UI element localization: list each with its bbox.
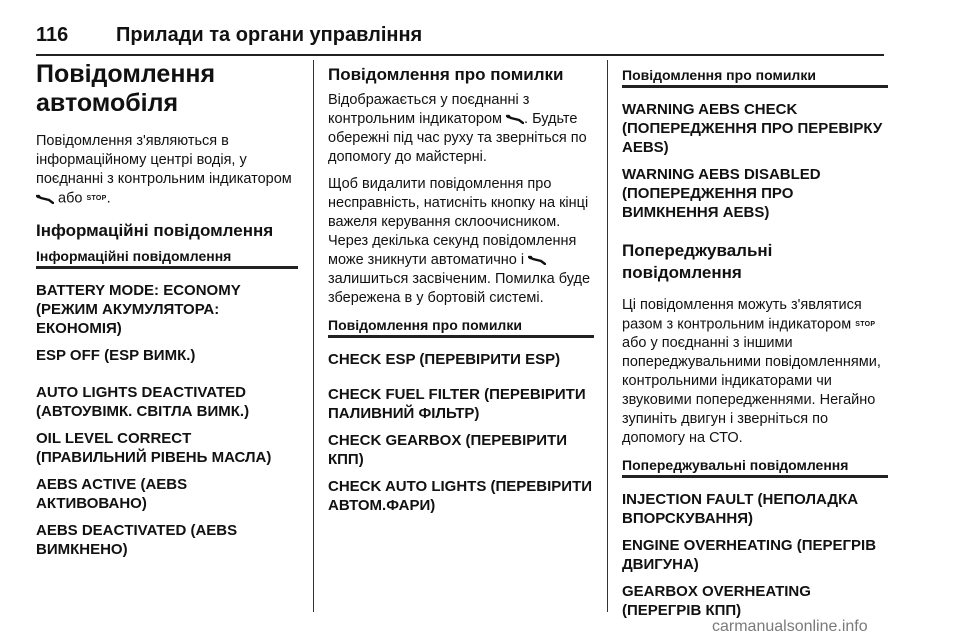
list-item: CHECK FUEL FILTER (ПЕРЕВІРИТИ ПАЛИВНИЙ ФІЛЬТР) (328, 386, 586, 422)
section-heading: Повідомлення автомобіля (36, 60, 216, 117)
list-item: ESP OFF (ESP ВИМК.) (36, 347, 196, 365)
column-3 (622, 60, 888, 628)
running-title: Прилади та органи управління (116, 24, 423, 46)
list-item: AEBS ACTIVE (AEBS АКТИВОВАНО) (36, 476, 188, 513)
intro-or-text: або (58, 190, 83, 207)
paragraph (328, 175, 594, 308)
paragraph-text: або у поєднанні з іншими попереджувальними повідомленнями, контрольними індикаторами чи звуковими попередженнями. Негайно зупиніть двигун і зверніться по допомогу на СТО. (622, 335, 881, 447)
watermark: carmanualsonline.info (712, 618, 868, 635)
wrench-icon (528, 255, 546, 265)
list-item: INJECTION FAULT (НЕПОЛАДКА ВПОРСКУВАННЯ) (622, 491, 859, 528)
wrench-icon (506, 114, 524, 124)
list-item: CHECK AUTO LIGHTS (ПЕРЕВІРИТИ АВТОМ.ФАРИ) (328, 478, 593, 514)
intro-text: Повідомлення з'являються в інформаційному центрі водія, у поєднанні з контрольним індикатором (36, 133, 292, 187)
paragraph-text: . Будьте обережні під час руху та зверніться по допомогу до майстерні. (328, 111, 587, 165)
section-heading: Повідомлення про помилки (328, 65, 564, 84)
list-item: CHECK GEARBOX (ПЕРЕВІРИТИ КПП) (328, 432, 568, 468)
table-header: Повідомлення про помилки (622, 66, 888, 88)
wrench-icon (36, 194, 54, 204)
table-header: Інформаційні повідомлення (36, 247, 298, 269)
table-header: Попереджувальні повідомлення (622, 456, 888, 478)
stop-icon: STOP (855, 321, 876, 328)
section-heading: Попереджувальні повідомлення (622, 241, 773, 282)
list-item: BATTERY MODE: ECONOMY (РЕЖИМ АКУМУЛЯТОРА: ЕКОНОМІЯ) (36, 282, 241, 338)
column-1 (36, 60, 298, 567)
stop-icon: STOP (86, 195, 107, 202)
list-item: WARNING AEBS CHECK (ПОПЕРЕДЖЕННЯ ПРО ПЕРЕВІРКУ AEBS) (622, 101, 883, 156)
list-item: ENGINE OVERHEATING (ПЕРЕГРІВ ДВИГУНА) (622, 537, 877, 574)
table-header: Повідомлення про помилки (328, 316, 594, 338)
paragraph-text: Ці повідомлення можуть з'являтися разом з контрольним індикатором (622, 297, 862, 333)
subsection-heading: Інформаційні повідомлення (36, 221, 274, 241)
paragraph-text: Щоб видалити повідомлення про несправність, натисніть кнопку на кінці важеля керування склоочисником. Через декілька секунд повідомлення може зникнути автоматично і (328, 176, 589, 268)
paragraph (328, 91, 594, 167)
list-item: AEBS DEACTIVATED (AEBS ВИМКНЕНО) (36, 522, 238, 559)
paragraph-text: Відображається у поєднанні з контрольним індикатором (328, 92, 530, 127)
column-divider (313, 60, 314, 612)
list-item: OIL LEVEL CORRECT (ПРАВИЛЬНИЙ РІВЕНЬ МАСЛА) (36, 430, 272, 467)
column-divider (607, 60, 608, 612)
page-header (36, 22, 884, 56)
paragraph (622, 296, 888, 448)
page-number: 116 (36, 24, 69, 46)
list-item: AUTO LIGHTS DEACTIVATED (АВТОУВІМК. СВІТЛА ВИМК.) (36, 384, 250, 421)
column-2 (328, 60, 594, 523)
list-item: CHECK ESP (ПЕРЕВІРИТИ ESP) (328, 351, 561, 368)
list-item: GEARBOX OVERHEATING (ПЕРЕГРІВ КПП) (622, 583, 811, 620)
list-item: WARNING AEBS DISABLED (ПОПЕРЕДЖЕННЯ ПРО ВИМКНЕННЯ AEBS) (622, 166, 821, 221)
intro-paragraph: Повідомлення з'являються в інформаційному центрі водія, у поєднанні з контрольним індикатором або STOP. (36, 133, 292, 207)
paragraph-text: залишиться засвіченим. Помилка буде збережена в у бортовій системі. (328, 271, 591, 306)
